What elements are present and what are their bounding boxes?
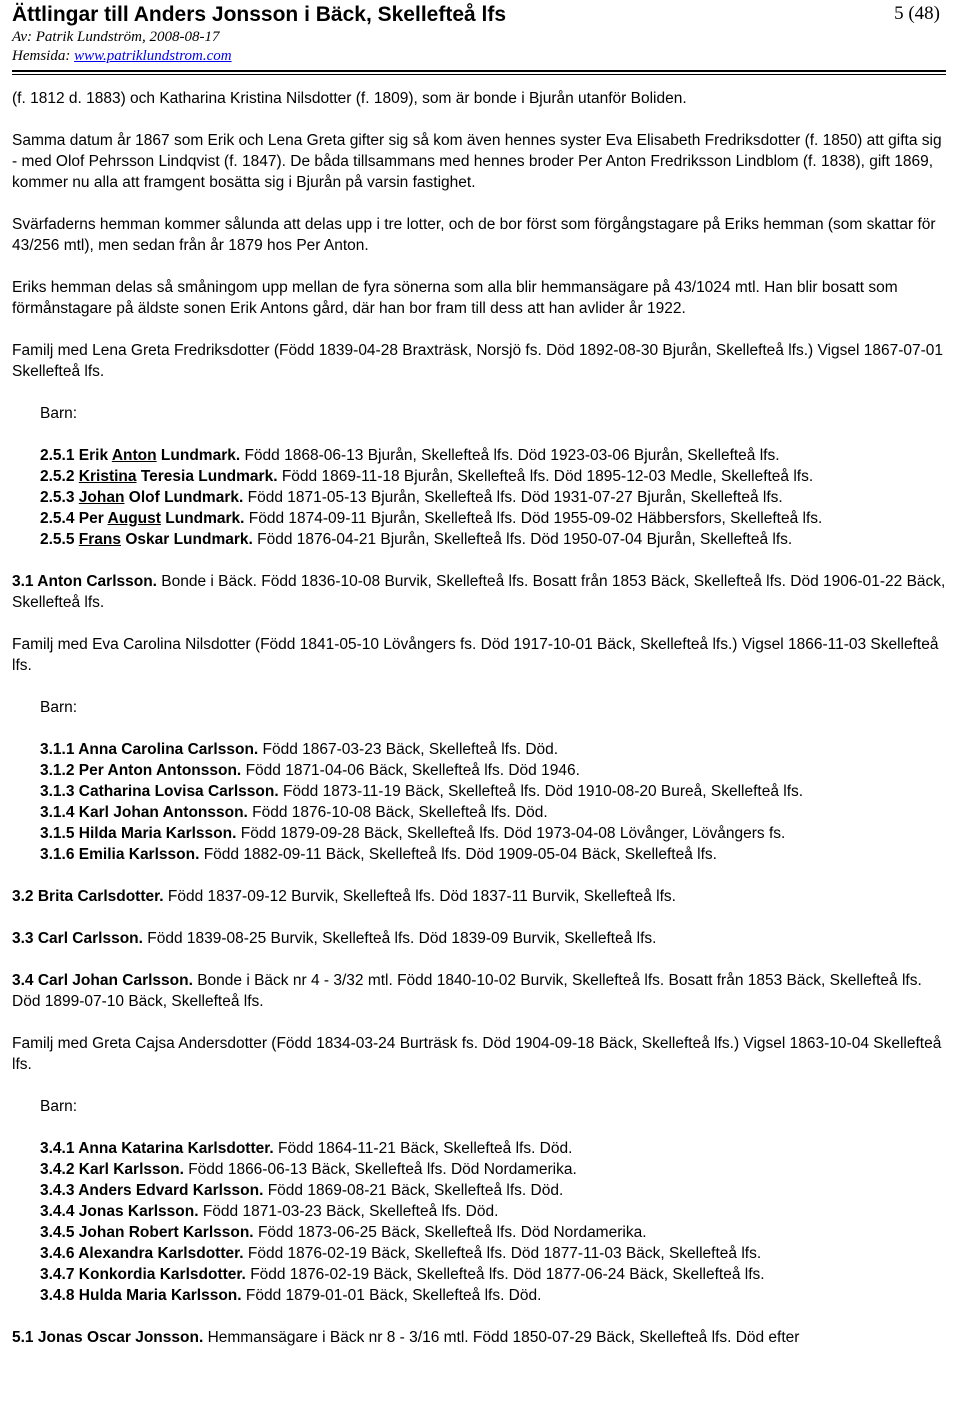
children-list-3-1 xyxy=(12,739,946,865)
person-entry-3-1: 3.1 Anton Carlsson. Bonde i Bäck. Född 1836-10-08 Burvik, Skellefteå lfs. Bosatt från 1853 Bäck, Skellefteå lfs. Död 1906-01-22 Bäck, Skellefteå lfs. xyxy=(12,573,946,611)
header-divider-thin xyxy=(12,74,946,75)
person-entry-3-3: 3.3 Carl Carlsson. Född 1839-08-25 Burvik, Skellefteå lfs. Död 1839-09 Burvik, Skellefteå lfs. xyxy=(12,930,657,947)
person-entry-5-1: 5.1 Jonas Oscar Jonsson. Hemmansägare i Bäck nr 8 - 3/16 mtl. Född 1850-07-29 Bäck, Skellefteå lfs. Död efter xyxy=(12,1329,800,1346)
website-label: Hemsida: xyxy=(12,48,75,64)
children-label: Barn: xyxy=(40,1098,78,1115)
list-item: 3.1.6 Emilia Karlsson. Född 1882-09-11 Bäck, Skellefteå lfs. Död 1909-05-04 Bäck, Skellefteå lfs. xyxy=(40,846,717,863)
page-number: 5 (48) xyxy=(894,3,940,24)
list-item: 3.4.3 Anders Edvard Karlsson. Född 1869-08-21 Bäck, Skellefteå lfs. Död. xyxy=(40,1182,564,1199)
person-entry-3-4: 3.4 Carl Johan Carlsson. Bonde i Bäck nr 4 - 3/32 mtl. Född 1840-10-02 Burvik, Skellefteå lfs. Bosatt från 1853 Bäck, Skellefteå lfs. Död 1899-07-10 Bäck, Skellefteå lfs. xyxy=(12,972,922,1010)
list-item: 3.4.7 Konkordia Karlsdotter. Född 1876-02-19 Bäck, Skellefteå lfs. Död 1877-06-24 Bäck, Skellefteå lfs. xyxy=(40,1266,765,1283)
person-entry-3-2: 3.2 Brita Carlsdotter. Född 1837-09-12 Burvik, Skellefteå lfs. Död 1837-11 Burvik, Skellefteå lfs. xyxy=(12,888,676,905)
list-item: 3.4.2 Karl Karlsson. Född 1866-06-13 Bäck, Skellefteå lfs. Död Nordamerika. xyxy=(40,1161,577,1178)
paragraph-continuation: (f. 1812 d. 1883) och Katharina Kristina Nilsdotter (f. 1809), som är bonde i Bjurån utanför Boliden. xyxy=(12,90,687,107)
list-item: 3.4.1 Anna Katarina Karlsdotter. Född 1864-11-21 Bäck, Skellefteå lfs. Död. xyxy=(40,1140,573,1157)
paragraph-homestead: Svärfaderns hemman kommer sålunda att delas upp i tre lotter, och de bor först som förgångstagare på Eriks hemman (som skattar för 43/256 mtl), men sedan från år 1879 hos Per Anton. xyxy=(12,216,936,254)
children-label: Barn: xyxy=(40,405,78,422)
paragraph-division: Eriks hemman delas så småningom upp mellan de fyra sönerna som alla blir hemmansägare på 43/1024 mtl. Han blir bosatt som förmånstagare på äldste sonen Erik Antons gård, där han bor fram till dess att han avlider år 1922. xyxy=(12,279,898,317)
list-item: 3.4.4 Jonas Karlsson. Född 1871-03-23 Bäck, Skellefteå lfs. Död. xyxy=(40,1203,499,1220)
list-item: 3.4.6 Alexandra Karlsdotter. Född 1876-02-19 Bäck, Skellefteå lfs. Död 1877-11-03 Bäck, Skellefteå lfs. xyxy=(40,1245,762,1262)
list-item: 3.1.4 Karl Johan Antonsson. Född 1876-10-08 Bäck, Skellefteå lfs. Död. xyxy=(40,804,548,821)
list-item: 3.4.8 Hulda Maria Karlsson. Född 1879-01-01 Bäck, Skellefteå lfs. Död. xyxy=(40,1287,542,1304)
list-item: 3.1.3 Catharina Lovisa Carlsson. Född 1873-11-19 Bäck, Skellefteå lfs. Död 1910-08-20 Bureå, Skellefteå lfs. xyxy=(40,783,804,800)
list-item: 3.4.5 Johan Robert Karlsson. Född 1873-06-25 Bäck, Skellefteå lfs. Död Nordamerika. xyxy=(40,1224,647,1241)
children-list-2-5 xyxy=(12,445,946,550)
children-list-3-4 xyxy=(12,1138,946,1306)
header-divider xyxy=(12,70,946,72)
family-line: Familj med Eva Carolina Nilsdotter (Född 1841-05-10 Lövångers fs. Död 1917-10-01 Bäck, Skellefteå lfs.) Vigsel 1866-11-03 Skellefteå lfs. xyxy=(12,636,939,674)
list-item: 2.5.3 Johan Olof Lundmark. Född 1871-05-13 Bjurån, Skellefteå lfs. Död 1931-07-27 Bjurån, Skellefteå lfs. xyxy=(40,489,783,506)
author-line: Av: Patrik Lundström, 2008-08-17 xyxy=(12,29,220,45)
list-item: 2.5.5 Frans Oskar Lundmark. Född 1876-04-21 Bjurån, Skellefteå lfs. Död 1950-07-04 Bjurån, Skellefteå lfs. xyxy=(40,531,793,548)
page-header xyxy=(12,0,946,75)
list-item: 2.5.1 Erik Anton Lundmark. Född 1868-06-13 Bjurån, Skellefteå lfs. Död 1923-03-06 Bjurån, Skellefteå lfs. xyxy=(40,447,780,464)
family-line: Familj med Greta Cajsa Andersdotter (Född 1834-03-24 Burträsk fs. Död 1904-09-18 Bäck, Skellefteå lfs.) Vigsel 1863-10-04 Skellefteå lfs. xyxy=(12,1035,942,1073)
children-label: Barn: xyxy=(40,699,78,716)
family-line: Familj med Lena Greta Fredriksdotter (Född 1839-04-28 Braxträsk, Norsjö fs. Död 1892-08-30 Bjurån, Skellefteå lfs.) Vigsel 1867-07-01 Skellefteå lfs. xyxy=(12,342,944,380)
website-line xyxy=(12,47,946,66)
website-link[interactable]: www.patriklundstrom.com xyxy=(74,48,232,64)
list-item: 3.1.5 Hilda Maria Karlsson. Född 1879-09-28 Bäck, Skellefteå lfs. Död 1973-04-08 Lövånger, Lövångers fs. xyxy=(40,825,786,842)
list-item: 3.1.2 Per Anton Antonsson. Född 1871-04-06 Bäck, Skellefteå lfs. Död 1946. xyxy=(40,762,580,779)
list-item: 2.5.4 Per August Lundmark. Född 1874-09-11 Bjurån, Skellefteå lfs. Död 1955-09-02 Häbbersfors, Skellefteå lfs. xyxy=(40,510,823,527)
list-item: 2.5.2 Kristina Teresia Lundmark. Född 1869-11-18 Bjurån, Skellefteå lfs. Död 1895-12-03 Medle, Skellefteå lfs. xyxy=(40,468,814,485)
paragraph-marriage: Samma datum år 1867 som Erik och Lena Greta gifter sig så kom även hennes syster Eva Elisabeth Fredriksdotter (f. 1850) att gifta sig - med Olof Pehrsson Lindqvist (f. 1847). De båda tillsammans med hennes broder Per Anton Fredriksson Lindblom (f. 1838), gift 1869, kommer nu alla att framgent bosätta sig i Bjurån på varsin fastighet. xyxy=(12,132,942,191)
list-item: 3.1.1 Anna Carolina Carlsson. Född 1867-03-23 Bäck, Skellefteå lfs. Död. xyxy=(40,741,559,758)
document-title: Ättlingar till Anders Jonsson i Bäck, Skellefteå lfs xyxy=(12,3,507,26)
